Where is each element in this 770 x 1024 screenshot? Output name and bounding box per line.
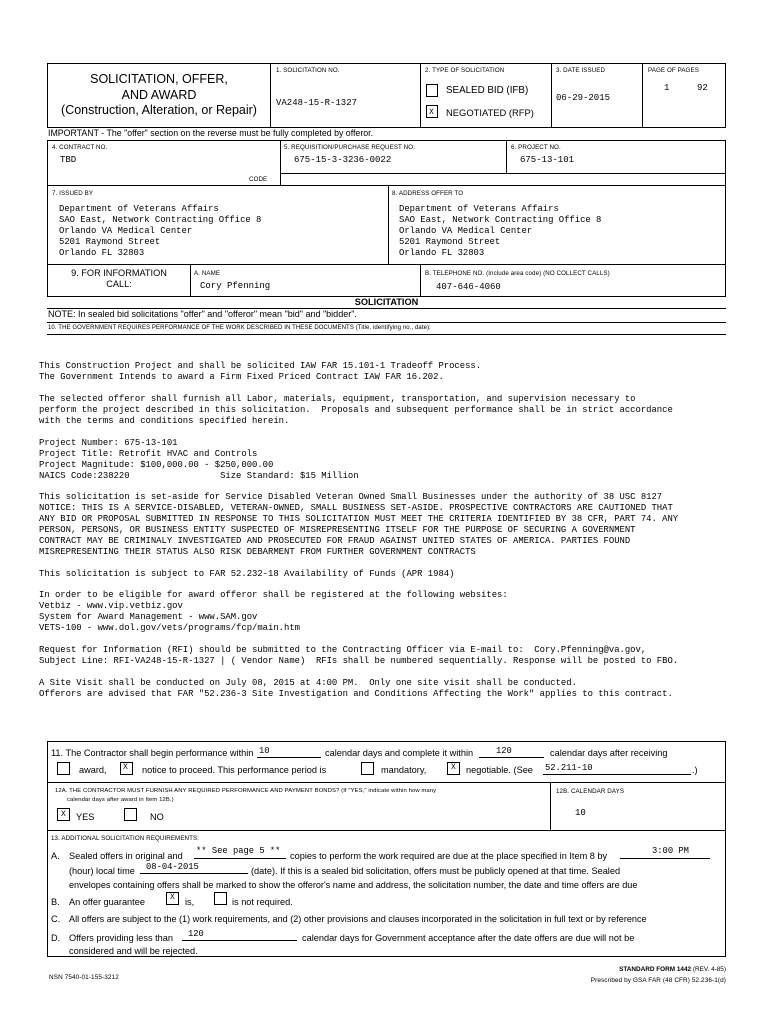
- item13-a-text-2: copies to perform the work required are due at the place specified in Item 8 by: [290, 851, 608, 861]
- bonds-yes-checkbox[interactable]: [57, 808, 70, 821]
- total-pages[interactable]: 92: [697, 83, 708, 93]
- body-paragraph: The selected offeror shall furnish all Labor, materials, equipment, transportation, and supervision necessary to perform the project described in this solicitation. Proposals and subsequent performance shall be in strict accordance with the terms and conditions specified herein.: [39, 394, 673, 426]
- item13-c-text: All offers are subject to the (1) work requirements, and (2) other provisions and clauses incorporated in the solicitation in full text or by reference: [69, 914, 647, 924]
- negotiated-mark: X: [429, 108, 434, 117]
- form-title-line3: (Construction, Alteration, or Repair): [61, 103, 257, 117]
- bonds-yes-mark: X: [61, 810, 66, 819]
- info-call-label-line2: CALL:: [106, 278, 132, 289]
- item13-b-letter: B.: [51, 897, 60, 907]
- work-description: [39, 361, 679, 699]
- guarantee-is-checkbox[interactable]: [166, 892, 179, 905]
- item13-d-text-3: considered and will be rejected.: [69, 946, 198, 956]
- body-paragraph: Project Number: 675-13-101 Project Title: Retrofit HVAC and Controls Project Magnitude: $100,000.00 - $250,000.00 NAICS Code:238220 Size Standard: $15 Million: [39, 438, 359, 481]
- negotiable-checkbox[interactable]: [447, 762, 460, 775]
- telephone-number[interactable]: 407-646-4060: [436, 282, 501, 292]
- issued-by-line: 5201 Raymond Street: [59, 237, 161, 247]
- item13-a-text-5: envelopes containing offers shall be marked to show the offeror's name and address, the solicitation number, the date and time offers are due: [69, 880, 638, 890]
- form-number: STANDARD FORM 1442: [619, 966, 692, 973]
- form-identifier: [560, 966, 726, 973]
- item10-label: 10. THE GOVERNMENT REQUIRES PERFORMANCE OF THE WORK DESCRIBED IN THESE DOCUMENTS (Title, identifying no., date):: [48, 325, 431, 331]
- sealed-bid-note: NOTE: In sealed bid solicitations "offer" and "offeror" mean "bid" and "bidder".: [48, 309, 357, 319]
- negotiable-label: negotiable. (See: [466, 765, 533, 775]
- issued-by-line: Orlando VA Medical Center: [59, 226, 193, 236]
- address-offer-line: 5201 Raymond Street: [399, 237, 501, 247]
- item13-c-letter: C.: [51, 914, 61, 924]
- due-date[interactable]: 08-04-2015: [146, 862, 199, 872]
- guarantee-is-mark: X: [170, 893, 175, 902]
- due-time[interactable]: 3:00 PM: [652, 846, 689, 856]
- negotiated-label: NEGOTIATED (RFP): [446, 107, 534, 118]
- negotiated-checkbox[interactable]: [426, 105, 438, 118]
- mandatory-checkbox[interactable]: [361, 762, 374, 775]
- item11-text-2: calendar days and complete it within: [325, 748, 474, 758]
- bonds-no-label: NO: [150, 812, 164, 822]
- item13-a-letter: A.: [51, 851, 60, 861]
- award-checkbox[interactable]: [57, 762, 70, 775]
- address-offer-line: SAO East, Network Contracting Office 8: [399, 215, 602, 225]
- item13-d-letter: D.: [51, 933, 61, 943]
- solicitation-no-label: 1. SOLICITATION NO.: [276, 67, 340, 74]
- nsn-number: NSN 7540-01-155-3212: [49, 974, 119, 981]
- requisition-no[interactable]: 675-15-3-3236-0022: [294, 155, 392, 165]
- address-offer-line: Orlando FL 32803: [399, 248, 485, 258]
- info-call-label-line1: 9. FOR INFORMATION: [71, 268, 167, 278]
- item11-text-1: 11. The Contractor shall begin performance within: [51, 748, 254, 758]
- project-no[interactable]: 675-13-101: [520, 155, 575, 165]
- issued-by-label: 7. ISSUED BY: [52, 190, 94, 197]
- bond-calendar-days[interactable]: 10: [575, 808, 586, 818]
- form-revision: (REV. 4-85): [692, 966, 726, 973]
- mandatory-label: mandatory,: [381, 765, 427, 775]
- contact-name-label: A. NAME: [194, 270, 221, 277]
- bonds-no-checkbox[interactable]: [124, 808, 137, 821]
- item13-d-text-1: Offers providing less than: [69, 933, 174, 943]
- address-offer-line: Orlando VA Medical Center: [399, 226, 533, 236]
- item13-d-text-2: calendar days for Government acceptance after the date offers are due will not be: [302, 933, 635, 943]
- issued-by-line: Department of Veterans Affairs: [59, 204, 219, 214]
- type-of-solicitation-label: 2. TYPE OF SOLICITATION: [425, 67, 505, 74]
- item12b-label: 12B. CALENDAR DAYS: [556, 788, 625, 795]
- item13-label: 13. ADDITIONAL SOLICITATION REQUIREMENTS:: [51, 835, 200, 842]
- item11-close: .): [692, 765, 698, 775]
- complete-days[interactable]: 120: [496, 746, 512, 756]
- negotiable-mark: X: [451, 763, 456, 772]
- date-issued[interactable]: 06-29-2015: [556, 93, 611, 103]
- form-title: [48, 72, 270, 119]
- sealed-bid-label: SEALED BID (IFB): [446, 85, 529, 96]
- body-paragraph: This Construction Project and shall be solicited IAW FAR 15.101-1 Tradeoff Process. The Government Intends to award a Firm Fixed Priced Contract IAW FAR 16.202.: [39, 361, 482, 382]
- page-number[interactable]: 1: [664, 83, 670, 93]
- address-offer-line: Department of Veterans Affairs: [399, 204, 559, 214]
- notice-to-proceed-label: notice to proceed. This performance period is: [142, 765, 327, 775]
- code-label: CODE: [249, 176, 268, 183]
- guarantee-not-label: is not required.: [232, 897, 293, 907]
- body-paragraph: A Site Visit shall be conducted on July 08, 2015 at 4:00 PM. Only one site visit shall be conducted. Offerors are advised that FAR "52.236-3 Site Investigation and Conditions Affecting the Work" applies to this contract.: [39, 678, 673, 699]
- solicitation-no[interactable]: VA248-15-R-1327: [276, 98, 358, 108]
- info-call-label: [48, 268, 190, 289]
- body-paragraph: Request for Information (RFI) should be submitted to the Contracting Officer via E-mail to: Cory.Pfenning@va.gov, Subject Line: RFI-VA248-15-R-1327 | ( Vendor Name) RFIs shall be numbered sequentially. Response will be posted to FBO.: [39, 645, 679, 666]
- address-offer-label: 8. ADDRESS OFFER TO: [392, 190, 464, 197]
- important-notice: IMPORTANT - The "offer" section on the reverse must be fully completed by offeror.: [48, 128, 374, 138]
- pages-label: PAGE OF PAGES: [648, 67, 699, 74]
- prescribed-by: Prescribed by GSA FAR (48 CFR) 52.236-1(d): [590, 977, 726, 984]
- address-offer-address[interactable]: [399, 204, 601, 259]
- see-reference[interactable]: 52.211-10: [545, 763, 593, 773]
- issued-by-line: SAO East, Network Contracting Office 8: [59, 215, 262, 225]
- sealed-bid-checkbox[interactable]: [426, 84, 438, 97]
- copies-required[interactable]: ** See page 5 **: [196, 846, 281, 856]
- body-paragraph: In order to be eligible for award offeror shall be registered at the following websites: Vetbiz - www.vip.vetbiz.gov System for Award Management - www.SAM.gov VETS-100 - www.dol.gov/vets/programs/fcp/main.htm: [39, 590, 508, 633]
- item13-a-text-3: (hour) local time: [69, 866, 135, 876]
- item11-text-3: calendar days after receiving: [550, 748, 668, 758]
- body-paragraph: This solicitation is set-aside for Service Disabled Veteran Owned Small Businesses under the authority of 38 USC 8127 NOTICE: THIS IS A SERVICE-DISABLED, VETERAN-OWNED, SMALL BUSINESS SET-ASIDE. PROSPECTIVE CONTRACTORS ARE CAUTIONED THAT ANY BID OR PROPOSAL SUBMITTED IN RESPONSE TO THIS SOLICITATION MUST MEET THE CRITERIA IDENTIFIED BY 38 CFR, PART 74. ANY PERSON, PERSONS, OR BUSINESS ENTITY SUSPECTED OF MISREPRESENTING ITSELF FOR THE PURPOSE OF SECURING A GOVERNMENT CONTRACT MAY BE CRIMINALY INVESTIGATED AND PROSECUTED FOR FRAUD AGAINST UNITED STATES OF AMERICA. PARTIES FOUND MISREPRESENTING THEIR STATUS ALSO RISK DEBARMENT FROM FURTHER GOVERNMENT CONTRACTS: [39, 492, 679, 557]
- issued-by-address[interactable]: [59, 204, 261, 259]
- guarantee-is-label: is,: [185, 897, 195, 907]
- issued-by-line: Orlando FL 32803: [59, 248, 145, 258]
- acceptance-days[interactable]: 120: [188, 929, 204, 939]
- body-paragraph: This solicitation is subject to FAR 52.232-18 Availability of Funds (APR 1984): [39, 569, 455, 579]
- award-label: award,: [79, 765, 107, 775]
- notice-to-proceed-checkbox[interactable]: [120, 762, 133, 775]
- item13-a-text-4: (date). If this is a sealed bid solicitation, offers must be publicly opened at that time. Sealed: [251, 866, 621, 876]
- contact-name[interactable]: Cory Pfenning: [200, 281, 271, 291]
- telephone-label: B. TELEPHONE NO. (Include area code) (NO COLLECT CALLS): [425, 270, 610, 277]
- form-title-line1: SOLICITATION, OFFER,: [90, 72, 228, 86]
- begin-days[interactable]: 10: [259, 746, 270, 756]
- notice-mark: X: [123, 763, 128, 772]
- project-no-label: 6. PROJECT NO.: [511, 144, 561, 151]
- item13-a-text-1: Sealed offers in original and: [69, 851, 183, 861]
- date-issued-label: 3. DATE ISSUED: [556, 67, 606, 74]
- item12a-label-line2: calendar days after award in Item 12B.): [67, 797, 174, 803]
- contract-no-label: 4. CONTRACT NO.: [52, 144, 108, 151]
- item12a-label-line1: 12A. THE CONTRACTOR MUST FURNISH ANY REQUIRED PERFORMANCE AND PAYMENT BONDS? (If "YES," indicate within how many: [55, 788, 437, 794]
- bonds-yes-label: YES: [76, 812, 95, 822]
- contract-no[interactable]: TBD: [60, 155, 77, 165]
- guarantee-not-checkbox[interactable]: [214, 892, 227, 905]
- item13-b-text: An offer guarantee: [69, 897, 145, 907]
- requisition-no-label: 5. REQUISITION/PURCHASE REQUEST NO.: [284, 144, 415, 151]
- form-title-line2: AND AWARD: [121, 87, 197, 102]
- solicitation-heading: SOLICITATION: [354, 297, 419, 307]
